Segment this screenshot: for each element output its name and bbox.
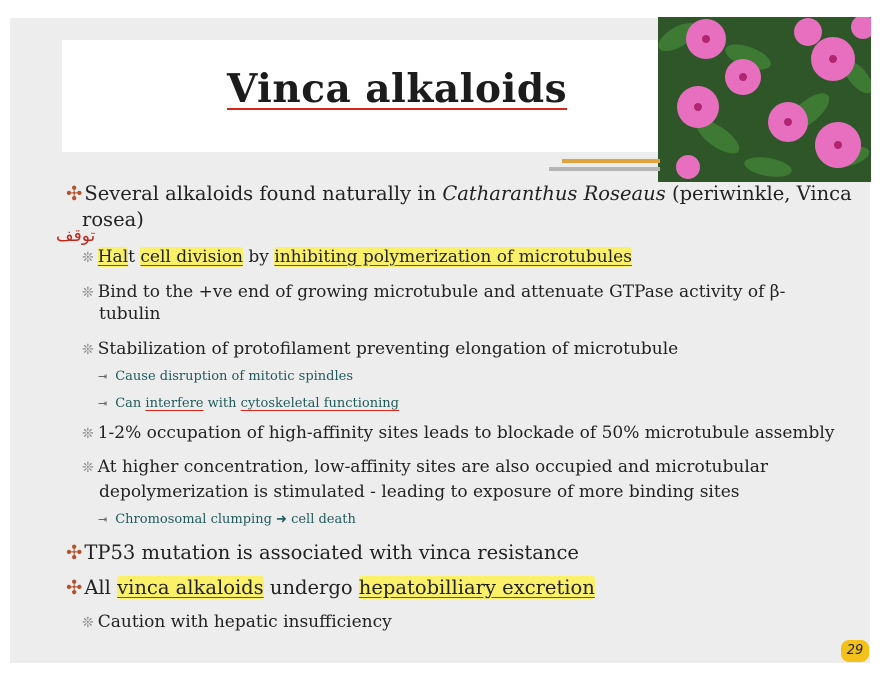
sub-stabilization: ❊ Stabilization of protofilament preventing elongation of microtubule [82, 339, 679, 359]
sub3-item-mitotic-spindles: ⇥ Cause disruption of mitotic spindles [98, 369, 354, 384]
bullet-marker-icon: ✣ [66, 576, 83, 599]
snowflake-bullet-icon: ❊ [82, 460, 94, 476]
arrow-bullet-icon: ⇥ [98, 370, 108, 383]
sub-low-affinity: ❊ At higher concentration, low-affinity sites are also occupied and microtubular [82, 457, 769, 477]
accent-bar-orange [562, 159, 660, 163]
bullet-tp53: ✣ TP53 mutation is associated with vinca resistance [66, 541, 579, 564]
sub3-item-cytoskeletal: ⇥ Can interfere with cytoskeletal functioning [98, 396, 399, 411]
arrow-bullet-icon: ⇥ [98, 513, 108, 526]
snowflake-bullet-icon: ❊ [82, 615, 94, 631]
bullet-alkaloids-origin: ✣ Several alkaloids found naturally in Catharanthus Roseaus (periwinkle, Vinca [66, 182, 852, 205]
accent-bar-gray [549, 167, 660, 171]
bullet-marker-icon: ✣ [66, 541, 83, 564]
snowflake-bullet-icon: ❊ [82, 285, 94, 301]
sub5-item-chromosomal-clumping: ⇥ Chromosomal clumping ➜ cell death [98, 512, 356, 527]
arrow-bullet-icon: ⇥ [98, 397, 108, 410]
sub-halt-cell-division: ❊ Halt cell division by inhibiting polymerization of microtubules [82, 247, 632, 267]
page-title: Vinca alkaloids [226, 66, 568, 112]
snowflake-bullet-icon: ❊ [82, 426, 94, 442]
sub-hepatic-caution: ❊ Caution with hepatic insufficiency [82, 612, 392, 632]
bullet-excretion: ✣ All vinca alkaloids undergo hepatobilliary excretion [66, 576, 595, 599]
sub-high-affinity: ❊ 1-2% occupation of high-affinity sites leads to blockade of 50% microtubule assembly [82, 423, 835, 443]
periwinkle-flower-photo [658, 17, 871, 182]
sub-low-affinity-cont: depolymerization is stimulated - leading to exposure of more binding sites [99, 482, 740, 502]
snowflake-bullet-icon: ❊ [82, 250, 94, 266]
title-box [62, 40, 662, 152]
snowflake-bullet-icon: ❊ [82, 342, 94, 358]
sub-bind-ve-end: ❊ Bind to the +ve end of growing microtubule and attenuate GTPase activity of β- [82, 282, 786, 302]
bullet-marker-icon: ✣ [66, 182, 83, 205]
page-number-badge: 29 [841, 640, 869, 662]
sub-bind-ve-end-cont: tubulin [99, 304, 161, 324]
bullet-alkaloids-origin-cont: rosea) [82, 208, 144, 231]
handwritten-note: توقف [56, 226, 96, 246]
